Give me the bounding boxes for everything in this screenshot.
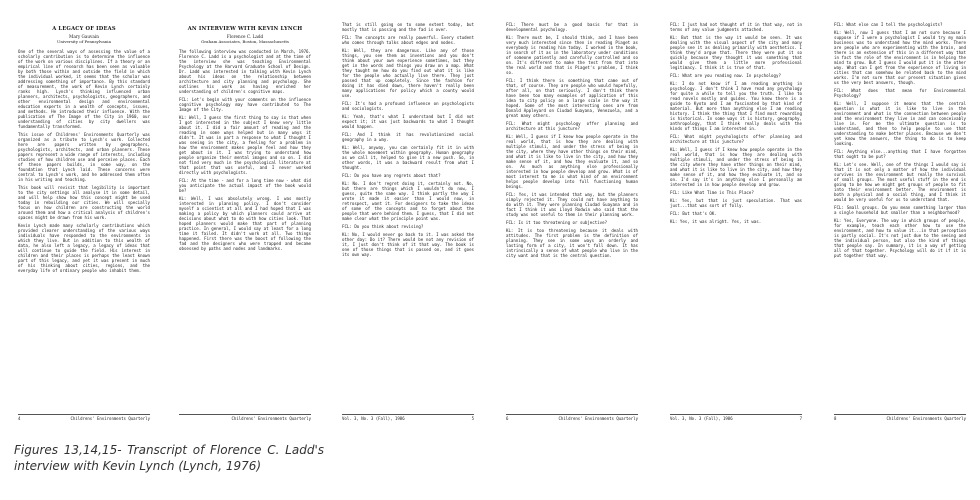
body-paragraph: FCL: At the time - and for a long time now - what did you anticipate the actual impact of the book would be? [179,178,311,193]
page-footer [179,414,311,422]
footer-right-text: Childrens' Environments Quarterly [231,416,311,421]
body-paragraph: Kevin Lynch made many scholarly contributions which provided clearer understanding of the various ways individuals have responded to the environments in which they live. But in addition to this wealth of data, he also left a legacy, a legacy of ideas that will continue to guide the field. His interest in children and their places is perhaps the least known part of this legacy, and yet it was present in much of his thinking about cities, regions, and the everyday life of ordinary people who inhabit them. [18,223,150,273]
article-title: AN INTERVIEW WITH KEVIN LYNCH [187,26,303,32]
author-affiliation: University of Pennsylvania [57,39,111,44]
body-paragraph: FCL: What are you reading now. In psychology? [670,73,781,78]
document-page-4 [492,10,650,428]
body-paragraph: FCL: It's had a profound influence on psychologists and sociologists. [342,101,474,111]
body-paragraph: KL: Well, I guess if I knew how people operate in the real world, that is how they are dealing with multiple stimuli, and under the stress of being in the city where they have other things on their mind, and what it is like to live in the city, and how they make sense of it, and how they evaluate it, and so on. I'd say it's in anything else I personally am interested in in how people develop and grow. [670,147,802,187]
footer-rule [18,414,150,415]
footer-right-text: Childrens' Environments Quarterly [886,416,966,421]
page-footer [18,414,150,422]
body-paragraph: FCL: The concepts are really powerful. Every student who comes through talks about edges and nodes. [342,35,474,45]
footer-left-text: 4 [18,416,21,421]
body-paragraph: FCL: What else can I tell the psychologists? [834,22,943,27]
body-paragraph: FCL: There must be a good basis for that in developmental psychology. [506,22,638,32]
body-paragraph: KL: No, I would never go back to it. I was asked the other day: Do it? There would be not any revision of it, I just don't think of it that way. The book is one of those things that is passed on, and it goes its own way. [342,232,474,257]
footer-left-text: 8 [834,416,837,421]
body-paragraph: KL: Yes, Everyone. The way in which groups of people, for example, teach each other how to use the environment, and how to value it...in that perception is partly social. It's not just due to the seeing and the individual person, but also the kind of things that people say. In summary, it is a way of getting all of that together. Psychology will do it if it is put together that way. [834,218,966,258]
body-paragraph: KL: Well, I guess if I knew how people operate in the real world, that is how they are dealing with multiple stimuli, and under the stress of being in the city, where they have other things on their mind, and what it is like to live in the city, and how they make sense of it, and how they evaluate it, and so on. As much as anything else professionally interested in how people develop and grow. What is of most interest to me is what kind of an environment helps people develop into full functioning human beings. [506,134,638,189]
footer-right-text: Childrens' Environments Quarterly [558,416,638,421]
body-paragraph: FCL: Let's begin with your comments on the influence cognitive psychology may have contributed to The Image of the City. [179,97,311,112]
page-body [834,22,966,408]
figure-caption: Figures 13,14,15- Transcript of Florence C. Ladd's interview with Kevin Lynch (Lynch, 1976) [14,443,324,473]
body-paragraph: KL: No. I don't regret doing it, certainly not. No, but there are things which I wouldn't do now, I guess, quite the same way. I think partly the way I wrote it made it easier than I would now, in retrospect, want it. For designers to take the ideas of some of the concepts and to forget about the people that were behind them. I guess, that I did not make clear what the principle point was. [342,181,474,221]
page-body [342,22,474,408]
page-body [18,22,150,408]
page-footer [342,414,474,422]
document-page-1 [4,10,162,428]
footer-right-text: 5 [471,416,474,421]
body-paragraph: KL: Yes, it was alright. Yes, it was. [670,219,762,224]
page-footer [670,414,802,422]
body-paragraph: FCL: Like What Time is This Place? [670,190,754,195]
body-paragraph: KL: Well, anyway, you can certainly fit it in with the whole movement within geography. Human geography as we call it, helped to give it a new push. So, in other words, it was a backward result from what I thought. [342,145,474,170]
body-paragraph: FCL: Do you think about revising? [342,224,424,229]
page-body [506,22,638,408]
footer-rule [670,414,802,415]
body-paragraph: FCL: What does that mean for Environmental Psychology? [834,88,966,98]
body-paragraph: FCL: Is it too threatening or subjective? [506,220,608,225]
body-paragraph: FCL: I think there is something that came out of that, of course. They are people who would hopefully, after all, on that seriously. I don't think there have been too many examples of application of this idea to city policy on a large scale in the way it hoped. Some of the most interesting ones are from Donald Appleyard on Ciudad Guayana, Venezuela, and a great many others. [506,78,638,118]
body-paragraph: KL: There must be, I should think, and I have been very much interested since then in reading Piaget as everybody is reading him today. I worked in the book, in search of it as in the laboratory under conditions of someone patiently and carefully controlled and so on. It's different to make the test from that into the real world and that is Piaget's problem, I think so. [506,35,638,75]
page-body [670,22,802,408]
footer-right-text: 7 [799,416,802,421]
body-paragraph: KL: Well, they are dangerous. Like any of those things, you see them as inventions and you don't think about your own experience sometimes, but they get in the words and things you draw on a map. What they taught me how do you find out what it is like for the people who actually live there. They just passed that up completely. Since the fashion for doing it has died down, there haven't really been many applications for policy which a county would use. [342,48,474,98]
footer-rule [506,414,638,415]
page-body [179,22,311,408]
body-paragraph: FCL: Anything else...anything that I have forgotten that ought to be put? [834,149,966,159]
body-paragraph: KL: But that is the way it would be seen. It was dealing with the visual aspect of the city and many people see it as dealing primarily with aesthetics. I think they'd argue that. There they were put it so quickly because they thought it was something that would give them a little more professional legitimacy. I think it is true of that. [670,35,802,70]
document-page-6 [820,10,978,428]
body-paragraph: FCL: I just had not thought of it in that way, not in terms of any value judgments attached. [670,22,802,32]
body-paragraph: KL: It is too threatening because it deals with attitudes. The first problem is the definition of planning. They see in some ways an orderly and lasting form of a city, it won't fall down. It has intrinsically a sense of what people who live in the city want and that is the central question. [506,228,638,258]
body-paragraph: FCL: But that's OK. [670,211,717,216]
footer-left-text: 6 [506,416,509,421]
body-paragraph: KL: I do not know if I am reading anything in psychology. I don't think I have read any psychology for quite a while to tell you the truth. I like to read novels mostly and guides. You know there is a guide to Kyoto and I am fascinated by that kind of material. But more than anything else I am reading history. I think the thing that I find most rewarding is historical. In some ways it is history, geography, anthropology, that I think really deals with the kinds of things I am interested in. [670,81,802,131]
body-paragraph: FCL: Small groups. Do you mean something larger than a single household but smaller than a neighborhood? [834,205,966,215]
document-page-3 [328,10,486,428]
footer-rule [342,414,474,415]
footer-rule [834,414,966,415]
document-page-2 [165,10,323,428]
body-paragraph: FCL: Yes, it was intended that way, but the planners simply rejected it. They could not have anything to do with it. They were planning Ciudad Guayana and in fact I think it was Lloyd Rodwin who said that the study was not useful to them in their planning work. [506,192,638,217]
article-author: Florence C. Ladd [226,34,264,39]
article-author: Mary Gauvain [69,34,99,39]
body-paragraph: KL: Well, now I guess that I am not sure because I suppose if I were a psychologist I would try my main business was to understand how the mind works. There are people who are experimenting with the brain, and there is an extension of this in a different way that in fact the role of the environment is in helping the mind to grow. But I guess I would put it in the other way. What can I get from the experience of living in cities that can somehow be related back to the mind works. I'm not sure that our present situation gives us the very best answers, though. [834,30,966,85]
body-paragraph: KL: Well, I suppose it means that the central question is what it is like to live in the environment and what is the connection between people and the environment they live in and can conceivably live in. For me the ultimate question is to understand, and then to help people to use that understanding to make better places. Because we don't yet know the answers, the thing to do is to keep looking. [834,101,966,146]
footer-left-text: Vol. 3, No. 3 (Fall), 1986 [670,416,733,421]
body-paragraph: FCL: What might psychology offer planning and architecture at this juncture? [506,121,638,131]
body-paragraph: FCL: What might psychologists offer planning and architecture at this juncture? [670,134,802,144]
body-paragraph: This issue of Childrens' Environments Quarterly was organized as a tribute to Lynch's work. Collected here are papers written by geographers, psychologists, architects, and urban planners. These papers represent a wide range of interests, including studies of how children use and perceive places. Each of these papers builds, in some way, on the foundation that Lynch laid. These concerns were central to Lynch's work, and he addressed them often in his writing and teaching. [18,132,150,182]
document-page-5 [656,10,814,428]
footer-right-text: Childrens' Environments Quarterly [70,416,150,421]
body-paragraph: KL: Let's see. Well, one of the things I would say is that it is not only a matter of how the individual survives in the environment but really the survival of small groups. The most useful stuff in the end is going to be how we might get groups of people to fit into their environment better. The environment is both a physical and a social thing, and I think it would be very useful for us to understand that. [834,162,966,202]
body-paragraph: KL: Yes, but that is just speculation. That was just...that was sort of folly. [670,198,802,208]
body-paragraph: One of the several ways of assessing the value of a scholarly contribution is to determine the influence of the work on various disciplines. If a theory or an empirical line of research has been seen as valuable by both those within and outside the field in which the individual worked, it seems that the scholar was addressing something of importance. By this standard of measurement, the work of Kevin Lynch certainly ranks high. Lynch's thinking influenced urban planners, architects, psychologists, geographers, and other environmental design and environmental education experts in a wealth of concepts, issues, and methods. He introduced their influence. With the publication of The Image of the City in 1960, our understanding of cities by city dwellers was fundamentally transformed. [18,49,150,129]
page-footer [506,414,638,422]
body-paragraph: KL: Yeah, that's what I understand but I did not expect it; it was just backwards to what I thought would happen. [342,114,474,129]
article-title: A LEGACY OF IDEAS [52,26,116,32]
body-paragraph: KL: Well, I was absolutely wrong. I was mostly interested in planning policy. I don't consider myself a scientist at all and I had hoped that I was making a policy by which planners could arrive at decisions about what to do with how cities look. That hoped planners would make that part of planning practice. In general, I would say at least for a long time it failed. It didn't work at all. Two things happened. First there was the boost of following the fad and the designers who were trapped and became obsessed by paths and nodes and landmarks. [179,196,311,251]
body-paragraph: This book will revisit that legibility is important to the city settings all analyse it in some detail, and will help show how this concept might be used today in rebuilding our cities. We will specially focus on how children are constructing the world around them and how a critical analysis of children's spaces might be drawn from his work. [18,185,150,220]
footer-left-text: Vol. 3, No. 3 (Fall), 1986 [342,416,405,421]
author-affiliation: Graham Associates, Boston, Massachusetts [201,39,289,44]
body-paragraph: KL: Well, I guess the first thing to say is that when I got interested in the subject I knew very little about it. I did a fair amount of reading and the reading in some ways helped but in many ways it didn't. It was in part a response to what I thought I was seeing in the city, a feeling for a problem in how the environment makes people feel and how they get about in it. I was trying to understand how people organize their mental images and so on. I did not find very much in the psychological literature at that point that was useful, and I never worked directly with psychologists. [179,115,311,175]
body-paragraph: FCL: Do you have any regrets about that? [342,173,441,178]
footer-rule [179,414,311,415]
body-paragraph: FCL: And I think it has revolutionized social geography in a way. [342,132,474,142]
page-footer [834,414,966,422]
body-paragraph: That is still going on to some extent today, but mostly that is passing and the fad is over. [342,22,474,32]
body-paragraph: The following interview was conducted in March, 1976. Florence C. Ladd is a psychologist and at the time of the interview she was teaching Environmental Psychology at the Harvard Graduate School of Design. Dr. Ladd was interested in talking with Kevin Lynch about his ideas on the relationship between architecture and city planning and psychology. She outlines his work as having enriched her understanding of children's cognitive maps. [179,49,311,94]
